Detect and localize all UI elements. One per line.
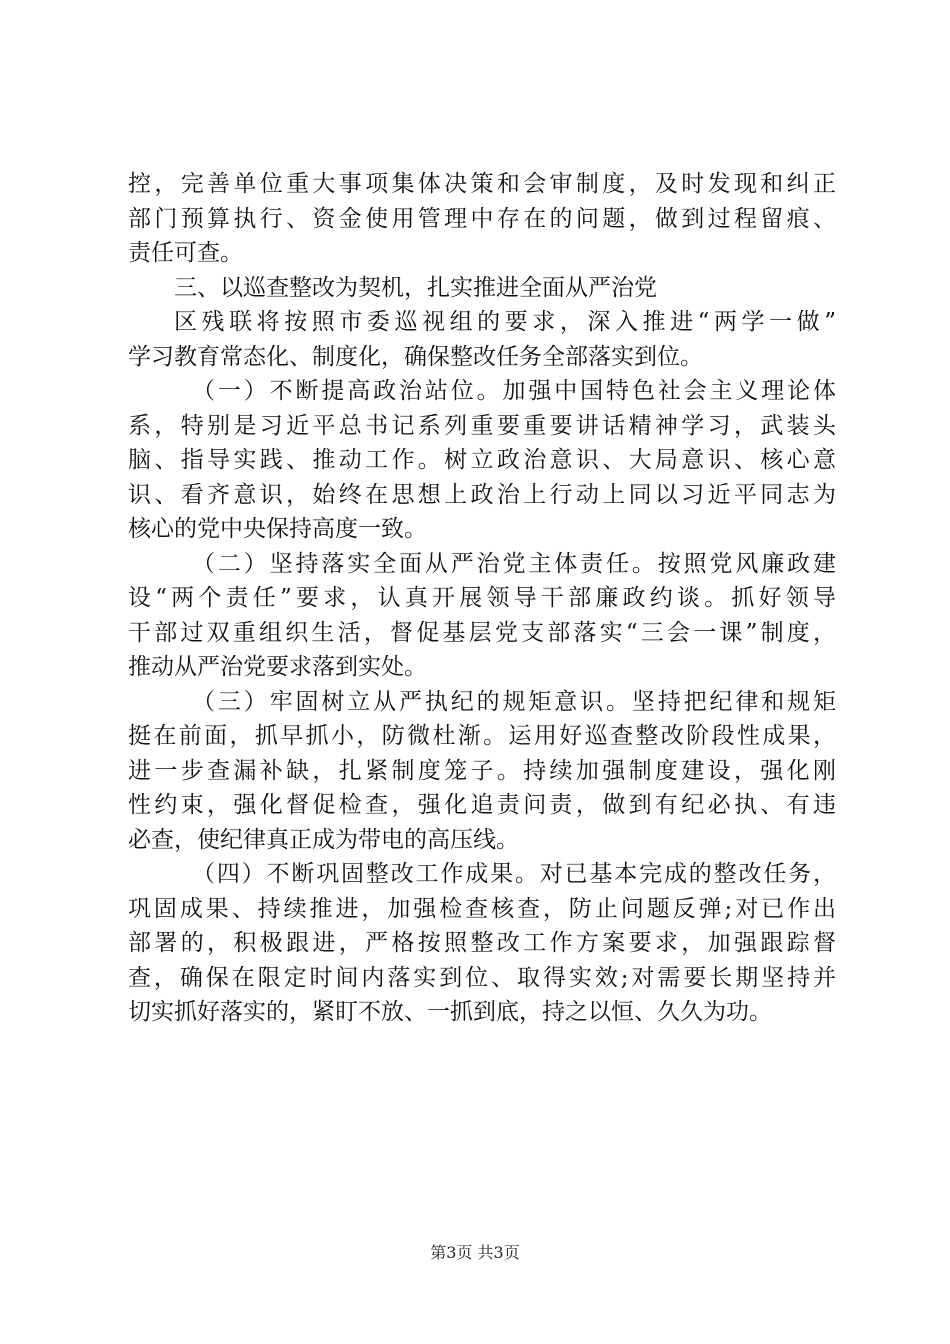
text-line: （四）不断巩固整改工作成果。对已基本完成的整改任务，	[192, 861, 836, 887]
text-line: （二）坚持落实全面从严治党主体责任。按照党风廉政建	[192, 550, 836, 577]
text-line: 核心的党中央保持高度一致。	[128, 516, 427, 542]
text-line: 设“两个责任”要求，认真开展领导干部廉政约谈。抓好领导	[128, 585, 836, 611]
text-line: 区残联将按照市委巡视组的要求，深入推进“两学一做”	[174, 309, 836, 335]
text-line: 识、看齐意识，始终在思想上政治上行动上同以习近平同志为	[128, 481, 836, 508]
document-body	[128, 167, 836, 1030]
text-line: （三）牢固树立从严执纪的规矩意识。坚持把纪律和规矩	[192, 688, 836, 715]
text-line: 进一步查漏补缺，扎紧制度笼子。持续加强制度建设，强化刚	[128, 757, 836, 784]
text-line: （一）不断提高政治站位。加强中国特色社会主义理论体	[192, 378, 836, 404]
text-line: 责任可查。	[128, 240, 243, 266]
text-line: 部署的，积极跟进，严格按照整改工作方案要求，加强跟踪督	[128, 930, 836, 956]
text-line: 系，特别是习近平总书记系列重要重要讲话精神学习，武装头	[128, 412, 836, 439]
text-line: 查，确保在限定时间内落实到位、取得实效;对需要长期坚持并	[128, 964, 836, 991]
text-line: 巩固成果、持续推进，加强检查核查，防止问题反弹;对已作出	[128, 895, 836, 922]
text-line: 性约束，强化督促检查，强化追责问责，做到有纪必执、有违	[128, 792, 836, 818]
text-line: 切实抓好落实的，紧盯不放、一抓到底，持之以恒、久久为功。	[128, 999, 772, 1025]
text-line: 部门预算执行、资金使用管理中存在的问题，做到过程留痕、	[128, 205, 836, 232]
text-line: 脑、指导实践、推动工作。树立政治意识、大局意识、核心意	[128, 447, 836, 473]
text-line: 控，完善单位重大事项集体决策和会审制度，及时发现和纠正	[128, 171, 836, 197]
text-line: 推动从严治党要求落到实处。	[128, 654, 427, 680]
text-line: 干部过双重组织生活，督促基层党支部落实“三会一课”制度，	[128, 619, 836, 646]
page-footer: 第3页 共3页	[430, 1243, 520, 1262]
text-line: 三、以巡查整改为契机，扎实推进全面从严治党	[174, 274, 657, 301]
text-line: 挺在前面，抓早抓小，防微杜渐。运用好巡查整改阶段性成果，	[128, 723, 836, 749]
text-line: 必查，使纪律真正成为带电的高压线。	[128, 826, 519, 853]
text-line: 学习教育常态化、制度化，确保整改任务全部落实到位。	[128, 343, 703, 370]
